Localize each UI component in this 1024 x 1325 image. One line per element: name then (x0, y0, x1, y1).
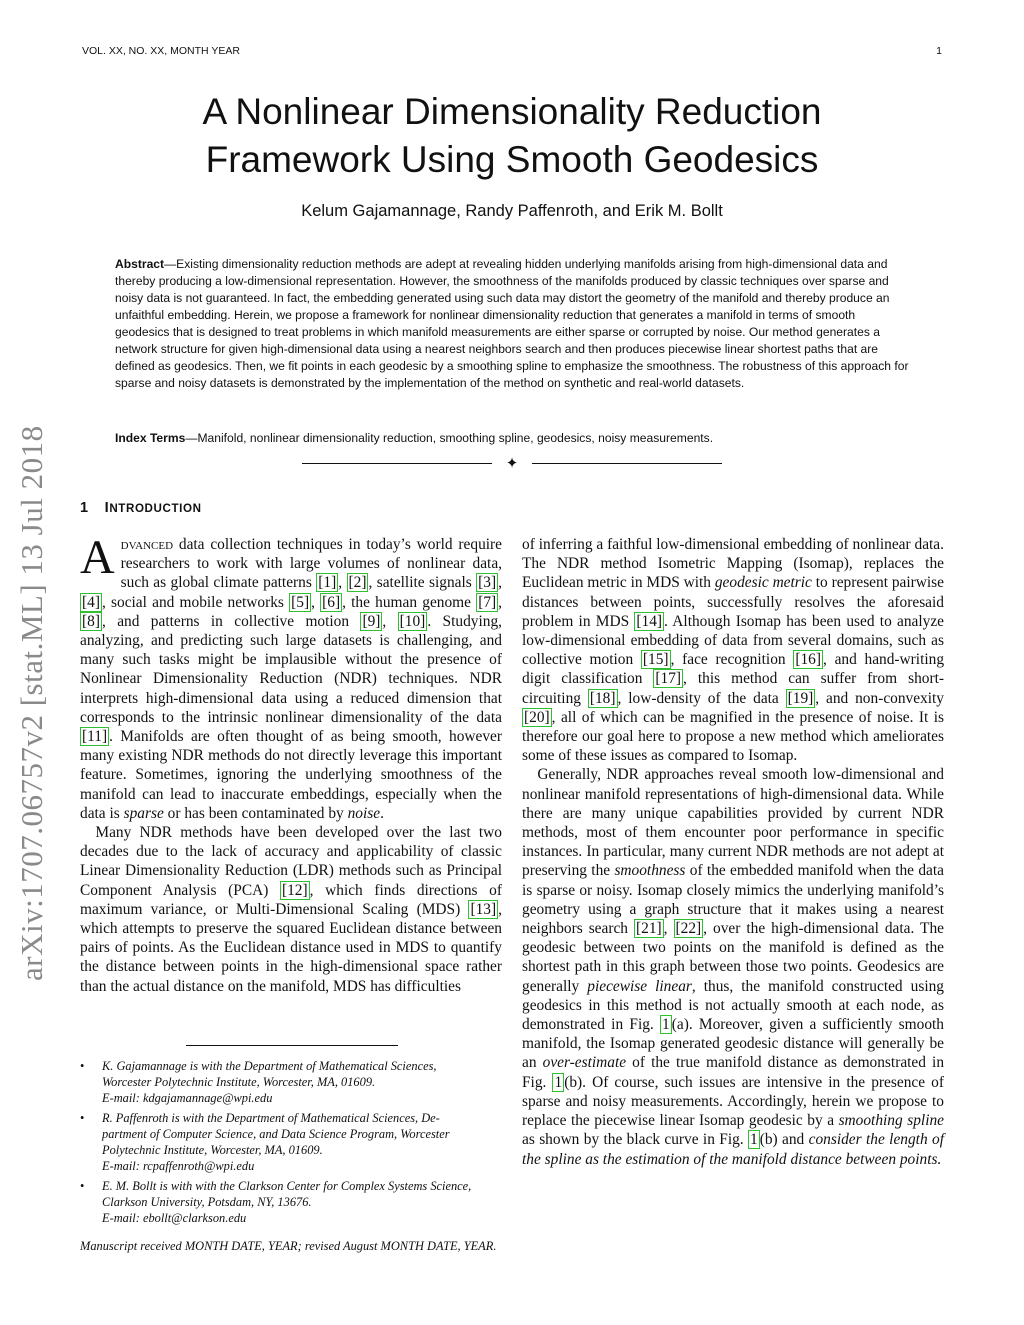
text-run: data collection techniques in today’s world require researchers to work with large volumes of nonlinear data, such as global climate patterns (120, 536, 502, 592)
text-run: Generally, NDR approaches reveal smooth low-dimensional and nonlinear manifold representations of high-dimensional data. While there are many unique capabilities provided by current NDR methods, most of them encounter poor performance in specific instances. In particular, many current NDR methods are not adept at preserving the (522, 766, 944, 880)
footnote-line: K. Gajamannage is with the Department of Mathematical Sciences, (102, 1059, 437, 1073)
text-run: of the embedded manifold when the data is sparse or noisy. Isomap closely mimics the underlying manifold’s geometry using a graph structure that it makes using a nearest neighbors search (522, 862, 944, 938)
footnote-line: partment of Computer Science, and Data Science Program, Worcester (102, 1127, 450, 1141)
text-run: (b). Of course, such issues are intensive in the presence of sparse and noisy measurements. Accordingly, herein we propose to replace the piecewise linear Isomap geodesic by a (522, 1073, 944, 1130)
text-run: . (380, 804, 384, 822)
divider-rule-left (302, 463, 492, 464)
bullet-icon: • (80, 1179, 85, 1193)
footnote-author-3 (80, 1178, 502, 1226)
emphasis: noise (347, 804, 381, 822)
footnote-email[interactable]: E-mail: rcpaffenroth@wpi.edu (102, 1159, 255, 1173)
text-run: , (382, 612, 398, 630)
paper-title (0, 88, 1024, 184)
footnote-line: E. M. Bollt is with with the Clarkson Center for Complex Systems Science, (102, 1179, 472, 1193)
section-title-rest: NTRODUCTION (109, 502, 202, 515)
text-run: of inferring a faithful low-dimensional embedding of nonlinear data. The NDR method Isometric Mapping (Isomap), replaces the Euclidean metric in MDS with (522, 536, 944, 592)
text-run: to represent pairwise distances between points, successfully resolves the aforesaid problem in MDS (522, 574, 944, 630)
emphasis: geodesic metric (714, 574, 812, 592)
text-run: , social and mobile networks (101, 593, 290, 611)
text-run: . Studying, analyzing, and predicting such large datasets is challenging, and many such tasks might be implausible without the presence of Nonlinear Dimensionality Reduction (NDR) techniques. NDR interprets high-dimensional data using a reduced dimension that corresponds to the intrinsic nonlinear dimensionality of the data (80, 612, 502, 726)
emphasis: smoothing spline (838, 1112, 944, 1130)
text-run: , which attempts to preserve the squared Euclidean distance between pairs of points. As the Euclidean distance used in MDS to quantify the distance between points in the high-dimensional space rather than the actual distance on the manifold, MDS has difficulties (80, 900, 502, 995)
text-run: . Manifolds are often thought of as being smooth, however many existing NDR methods do not directly leverage this important feature. Sometimes, ignoring the underlying smoothness of the manifold can lead to inaccurate embeddings, especially when the data is (80, 728, 502, 822)
intro-paragraph-2 (80, 823, 502, 996)
title-line-1: A Nonlinear Dimensionality Reduction (202, 91, 822, 132)
footnote-author-2 (80, 1110, 502, 1174)
emphasis: sparse (123, 804, 164, 822)
citation-link[interactable]: [11] (82, 728, 108, 746)
section-divider (302, 453, 722, 475)
text-run: or has been contaminated by (163, 804, 348, 822)
citation-link[interactable]: [18] (589, 689, 616, 707)
abstract-label: Abstract (115, 257, 165, 271)
index-terms (115, 430, 909, 447)
citation-link[interactable]: [22] (675, 920, 702, 938)
text-run: . Although Isomap has been used to analyze low-dimensional embedding of data from several domains, such as collective motion (522, 612, 945, 669)
intro-paragraph-3 (522, 535, 944, 765)
citation-link[interactable]: [9] (362, 612, 381, 630)
footnote-line: Polytechnic Institute, Worcester, MA, 01609. (102, 1143, 323, 1157)
index-terms-label: Index Terms (115, 431, 186, 445)
citation-link[interactable]: [1] (318, 574, 337, 592)
journal-info: VOL. XX, NO. XX, MONTH YEAR (82, 45, 240, 57)
citation-link[interactable]: [6] (322, 593, 341, 611)
text-run: , which finds directions of maximum variance, or Multi-Dimensional Scaling (MDS) (80, 881, 502, 918)
divider-star-icon: ✦ (505, 456, 519, 472)
citation-link[interactable]: [16] (795, 651, 821, 669)
manuscript-note: Manuscript received MONTH DATE, YEAR; revised August MONTH DATE, YEAR. (80, 1239, 497, 1253)
intro-paragraph-1 (80, 531, 502, 823)
text-run: , and patterns in collective motion (101, 612, 361, 630)
citation-link[interactable]: [5] (291, 593, 310, 611)
text-run: Many NDR methods have been developed over the last two decades due to the lack of accuracy and applicability of classic Linear Dimensionality Reduction (LDR) methods such as Principal Component Analysis (PCA) (80, 824, 502, 899)
text-run: , (338, 574, 347, 592)
text-run: , and hand-writing digit classification (522, 651, 945, 688)
left-column (80, 531, 502, 996)
text-run: , (311, 593, 321, 611)
citation-link[interactable]: [4] (82, 593, 100, 611)
text-run: , the human genome (342, 593, 477, 611)
citation-link[interactable]: [3] (478, 574, 497, 592)
citation-link[interactable]: [13] (470, 900, 497, 918)
citation-link[interactable]: [19] (787, 689, 814, 707)
text-run: of the true manifold distance as demonstrated in Fig. (522, 1054, 945, 1091)
text-run: , (498, 574, 502, 592)
citation-link[interactable]: [2] (348, 574, 367, 592)
footnote-line: Worcester Polytechnic Institute, Worcester, MA, 01609. (102, 1075, 376, 1089)
bullet-icon: • (80, 1111, 85, 1125)
divider-rule-right (532, 463, 722, 464)
citation-link[interactable]: [10] (399, 612, 426, 630)
abstract-text: —Existing dimensionality reduction methods are adept at revealing hidden underlying manifolds arising from high-dimensional data and thereby producing a low-dimensional representation. However, the smoothness of the manifolds produced by classic techniques over sparse and noisy data is not guaranteed. In fact, the embedding generated using such data may distort the geometry of the manifold and thereby produce an unfaithful embedding. Herein, we propose a framework for nonlinear dimensionality reduction that generates a manifold in terms of smooth geodesics that is designed to treat problems in which manifold measurements are either sparse or corrupted by noise. Our method generates a network structure for given high-dimensional data using a nearest neighbors search and then produces piecewise linear shortest paths that are defined as geodesics. Then, we fit points in each geodesic by a smoothing spline to emphasize the smoothness. The robustness of this approach for sparse and noisy datasets is demonstrated by the implementation of the method on synthetic and real-world datasets. (115, 257, 909, 390)
section-initial: I (104, 500, 110, 516)
running-head (82, 45, 942, 61)
index-terms-text: —Manifold, nonlinear dimensionality reduction, smoothing spline, geodesics, noisy measurements. (185, 431, 714, 445)
citation-link[interactable]: [17] (655, 670, 682, 688)
text-run: as shown by the black curve in Fig. (522, 1131, 749, 1149)
emphasis: piecewise linear (587, 977, 692, 995)
citation-link[interactable]: [20] (524, 708, 550, 726)
text-run: (a). Moreover, given a sufficiently smooth manifold, the Isomap generated geodesic distance will generally be an (522, 1016, 944, 1072)
drop-cap: A (80, 531, 115, 584)
abstract (115, 256, 909, 392)
figure-link[interactable]: 1 (554, 1073, 563, 1091)
citation-link[interactable]: [12] (281, 881, 308, 899)
right-column (522, 535, 944, 1169)
citation-link[interactable]: [15] (642, 651, 669, 669)
footnote-author-1 (80, 1058, 502, 1106)
text-run: , low-density of the data (617, 689, 786, 707)
text-run: , (663, 920, 674, 938)
footnotes (80, 1058, 502, 1254)
footnote-rule (186, 1045, 398, 1046)
emphasis: smoothness (614, 862, 686, 880)
title-line-2: Framework Using Smooth Geodesics (205, 139, 819, 180)
page-number: 1 (936, 45, 942, 57)
text-run: (b) and (759, 1131, 809, 1149)
citation-link[interactable]: [14] (636, 612, 663, 630)
figure-link[interactable]: 1 (662, 1016, 670, 1034)
citation-link[interactable]: [8] (82, 612, 100, 630)
text-run: , all of which can be magnified in the presence of noise. It is therefore our goal here to propose a new method which ameliorates some of these issues as compared to Isomap. (522, 708, 944, 765)
section-heading-introduction (80, 500, 202, 516)
citation-link[interactable]: [21] (636, 920, 662, 938)
text-run: , satellite signals (368, 574, 477, 592)
bullet-icon: • (80, 1059, 85, 1073)
text-run: , and non-convexity (815, 689, 945, 707)
footnote-line: Clarkson University, Potsdam, NY, 13676. (102, 1195, 312, 1209)
emphasis: over-estimate (542, 1054, 627, 1072)
figure-link[interactable]: 1 (750, 1131, 758, 1149)
footnote-email[interactable]: E-mail: ebollt@clarkson.edu (102, 1211, 247, 1225)
text-run: , over the high-dimensional data. The geodesic between two points on the manifold is defined as the shortest path in this graph between those two points. Geodesics are generally (522, 920, 944, 995)
section-number: 1 (80, 500, 89, 516)
text-run: , (498, 593, 502, 611)
text-run: , thus, the manifold constructed using geodesics in this method is not actually smooth at each node, as demonstrated in Fig. (522, 977, 944, 1034)
footnote-line: R. Paffenroth is with the Department of Mathematical Sciences, De- (102, 1111, 440, 1125)
arxiv-identifier[interactable]: arXiv:1707.06757v2 [stat.ML] 13 Jul 2018 (14, 425, 49, 981)
smallcaps-word: dvanced (120, 536, 174, 553)
author-list: Kelum Gajamannage, Randy Paffenroth, and Erik M. Bollt (301, 202, 723, 220)
text-run: , this method can suffer from short-circuiting (522, 670, 944, 707)
emphasis: consider the length of the spline as the estimation of the manifold distance between points. (522, 1131, 944, 1168)
citation-link[interactable]: [7] (478, 593, 497, 611)
intro-paragraph-4 (522, 765, 944, 1168)
text-run: , face recognition (670, 651, 794, 669)
footnote-email[interactable]: E-mail: kdgajamannage@wpi.edu (102, 1091, 273, 1105)
